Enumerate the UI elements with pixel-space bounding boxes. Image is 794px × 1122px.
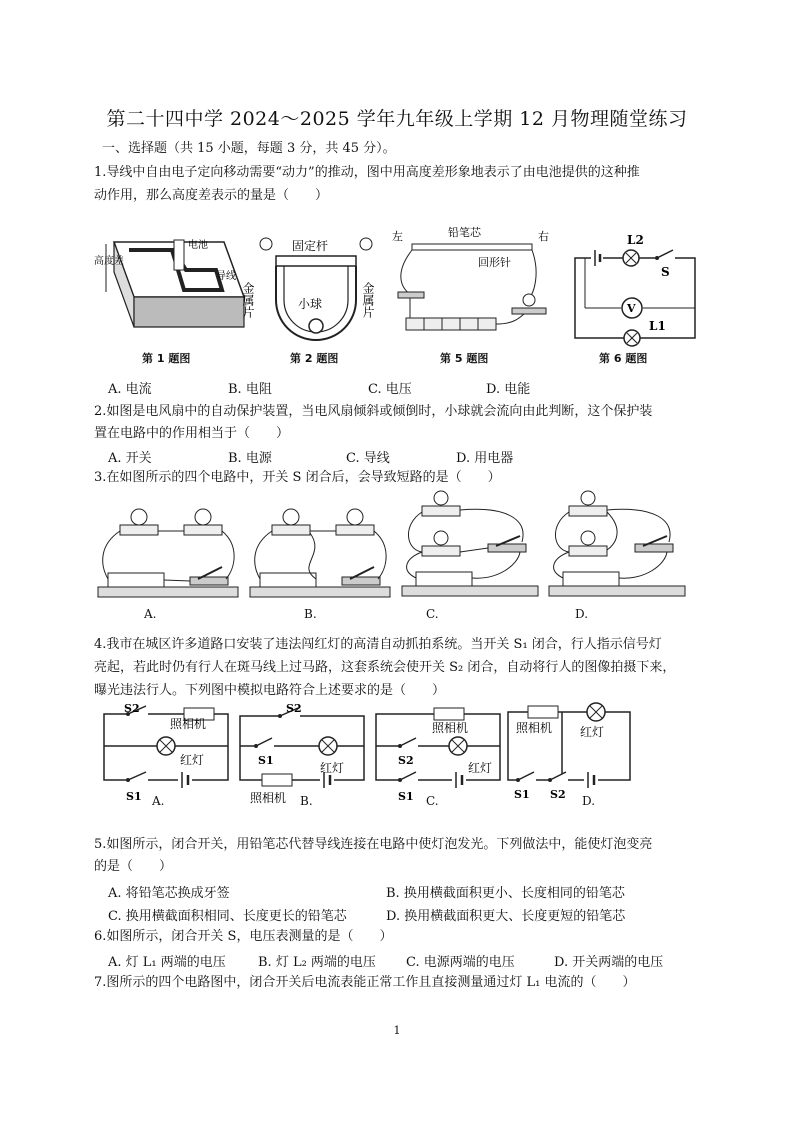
q3-circuit-a xyxy=(94,495,244,621)
q4-caption-b: B. xyxy=(300,794,313,808)
figure-6 xyxy=(565,222,710,365)
q3-circuit-d xyxy=(545,490,690,621)
q3-caption-d: D. xyxy=(575,607,589,621)
q4b-label-camera: 照相机 xyxy=(250,791,287,805)
fig2-label-metal-left: 金属片 xyxy=(241,282,255,318)
q4c-label-camera: 照相机 xyxy=(432,721,469,735)
q4-circuit-b xyxy=(236,702,371,812)
q2-option-c: C. 导线 xyxy=(346,451,390,466)
q3-line1: 3.在如图所示的四个电路中，开关 S 闭合后，会导致短路的是（ ） xyxy=(94,470,501,485)
q5-option-b: B. 换用横截面积更小、长度相同的铅笔芯 xyxy=(386,886,625,901)
q4b-label-s2: S2 xyxy=(286,702,302,715)
q3-caption-c: C. xyxy=(426,607,439,621)
q4d-label-s1: S1 xyxy=(514,788,530,801)
q1-line2: 动作用，那么高度差表示的量是（ ） xyxy=(94,188,329,203)
q1-option-b: B. 电阻 xyxy=(228,382,272,397)
q3-circuit-c xyxy=(398,490,543,621)
fig6-label-l1: L1 xyxy=(649,319,666,333)
q4c-label-s2: S2 xyxy=(398,754,414,767)
q6-option-d: D. 开关两端的电压 xyxy=(554,955,664,970)
q6-option-c: C. 电源两端的电压 xyxy=(406,955,515,970)
q5-option-d: D. 换用横截面积更大、长度更短的铅笔芯 xyxy=(386,909,626,924)
q6-line1: 6.如图所示，闭合开关 S，电压表测量的是（ ） xyxy=(94,929,393,944)
q5-line1: 5.如图所示，闭合开关，用铅笔芯代替导线连接在电路中使灯泡发光。下列做法中，能使灯泡变亮 xyxy=(94,837,653,852)
q6-option-b: B. 灯 L₂ 两端的电压 xyxy=(258,955,376,970)
q4-caption-c: C. xyxy=(426,794,439,808)
fig6-label-s: S xyxy=(661,265,670,279)
fig5-label-right: 右 xyxy=(538,230,549,243)
q4-circuit-d xyxy=(502,702,637,812)
fig2-caption: 第 2 题图 xyxy=(290,352,339,365)
q4-caption-d: D. xyxy=(582,794,596,808)
fig1-label-battery: 电池 xyxy=(188,240,208,251)
q1-option-d: D. 电能 xyxy=(486,382,531,397)
q4b-label-s1: S1 xyxy=(258,754,274,767)
figure-2 xyxy=(241,222,383,365)
q4-line3: 曝光违法行人。下列图中模拟电路符合上述要求的是（ ） xyxy=(94,683,446,698)
q4a-label-s2: S2 xyxy=(124,702,140,715)
fig2-label-ball: 小球 xyxy=(298,297,323,311)
q4-circuit-c xyxy=(372,702,507,812)
q5-line2: 的是（ ） xyxy=(94,859,173,874)
q4a-label-redlight: 红灯 xyxy=(180,753,205,767)
q3-caption-b: B. xyxy=(304,607,317,621)
q4a-label-s1: S1 xyxy=(126,790,142,803)
page-title: 第二十四中学 2024～2025 学年九年级上学期 12 月物理随堂练习 xyxy=(106,108,688,130)
q4-line1: 4.我市在城区许多道路口安装了违法闯红灯的高清自动抓拍系统。当开关 S₁ 闭合，行人指示信号灯 xyxy=(94,637,662,652)
q4b-label-redlight: 红灯 xyxy=(320,761,345,775)
fig5-label-clip: 回形针 xyxy=(478,256,511,269)
q4-circuit-a xyxy=(100,702,235,812)
q2-line2: 置在电路中的作用相当于（ ） xyxy=(94,426,290,441)
q2-option-a: A. 开关 xyxy=(108,451,152,466)
figure-5 xyxy=(390,222,555,365)
q4-line2: 亮起，若此时仍有行人在斑马线上过马路，这套系统会使开关 S₂ 闭合，自动将行人的图像拍摄下来， xyxy=(94,660,676,675)
fig2-label-metal-right: 金属片 xyxy=(361,282,375,318)
q1-option-c: C. 电压 xyxy=(368,382,412,397)
q5-option-a: A. 将铅笔芯换成牙签 xyxy=(108,886,230,901)
fig1-label-wire: 导线 xyxy=(216,271,236,282)
section-heading: 一、选择题（共 15 小题，每题 3 分，共 45 分）。 xyxy=(102,141,396,156)
fig5-caption: 第 5 题图 xyxy=(440,352,489,365)
q4d-label-s2: S2 xyxy=(550,788,566,801)
fig5-label-pencil: 铅笔芯 xyxy=(448,226,481,239)
fig1-label-height: 高度差 xyxy=(94,256,124,267)
fig2-label-rod: 固定杆 xyxy=(292,239,329,253)
q5-option-c: C. 换用横截面积相同、长度更长的铅笔芯 xyxy=(108,909,347,924)
q2-option-d: D. 用电器 xyxy=(456,451,514,466)
figure-1 xyxy=(94,222,244,365)
fig6-label-l2: L2 xyxy=(627,233,644,247)
q4c-label-redlight: 红灯 xyxy=(468,761,493,775)
q4d-label-redlight: 红灯 xyxy=(580,725,605,739)
q4a-label-camera: 照相机 xyxy=(170,717,207,731)
q4d-label-camera: 照相机 xyxy=(516,721,553,735)
q6-option-a: A. 灯 L₁ 两端的电压 xyxy=(108,955,226,970)
fig6-caption: 第 6 题图 xyxy=(599,352,648,365)
q4c-label-s1: S1 xyxy=(398,790,414,803)
q1-option-a: A. 电流 xyxy=(108,382,152,397)
q3-caption-a: A. xyxy=(144,607,157,621)
q7-line1: 7.图所示的四个电路图中，闭合开关后电流表能正常工作且直接测量通过灯 L₁ 电流的（ ） xyxy=(94,975,636,990)
q2-option-b: B. 电源 xyxy=(228,451,272,466)
fig5-label-left: 左 xyxy=(392,230,403,243)
q2-line1: 2.如图是电风扇中的自动保护装置，当电风扇倾斜或倾倒时，小球就会流向由此判断，这个保护装 xyxy=(94,404,653,419)
page-number: 1 xyxy=(393,1024,401,1037)
q4-caption-a: A. xyxy=(152,794,165,808)
q3-circuit-b xyxy=(246,495,396,621)
fig1-caption: 第 1 题图 xyxy=(142,352,191,365)
fig6-label-v: V xyxy=(627,302,636,315)
q1-line1: 1.导线中自由电子定向移动需要“动力”的推动，图中用高度差形象地表示了由电池提供的这种推 xyxy=(94,165,640,180)
